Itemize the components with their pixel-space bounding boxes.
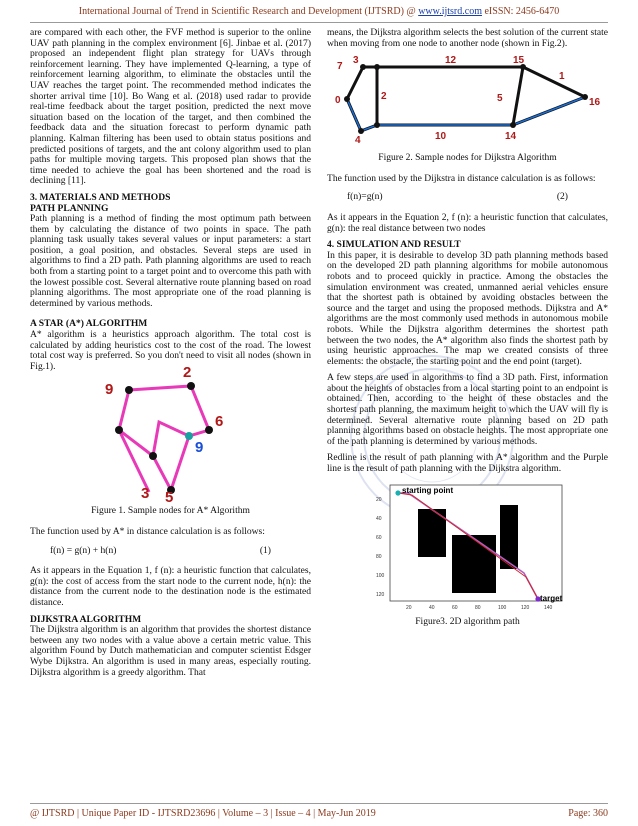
dijkstra-node [374, 122, 380, 128]
equation-1-number: (1) [259, 544, 271, 556]
footer-page-number: Page: 360 [568, 808, 608, 819]
astar-node [149, 452, 157, 460]
redline-paragraph: Redline is the result of path planning with A* algorithm and the Purple line is the result of path planning with the Dijkstra algorithm. [327, 452, 608, 475]
journal-url-link[interactable]: www.ijtsrd.com [418, 6, 482, 17]
dijkstra-label: 10 [435, 131, 447, 143]
astar-node-label: 6 [214, 413, 223, 431]
x-tick-label: 100 [497, 604, 506, 611]
dijkstra-node [374, 64, 380, 70]
header-rule [30, 22, 608, 23]
dijkstra-label: 15 [513, 55, 525, 67]
x-tick-label: 120 [520, 604, 529, 611]
astar-edge [119, 390, 129, 430]
subsection-heading-dijkstra: DIJKSTRA ALGORITHM [30, 613, 142, 625]
dijkstra-label: 12 [445, 55, 457, 67]
y-tick-label: 120 [375, 591, 384, 598]
astar-node-label: 3 [140, 485, 149, 503]
dijkstra-node [510, 122, 516, 128]
x-tick-label: 20 [405, 604, 412, 611]
astar-node-label: 5 [164, 489, 173, 507]
astar-node-label: 9 [194, 439, 203, 457]
figure-2 [327, 55, 608, 147]
dijkstra-label: 14 [505, 131, 517, 143]
subsection-heading-astar: A STAR (A*) ALGORITHM [30, 318, 148, 330]
equation-1-formula: f(n) = g(n) + h(n) [50, 544, 117, 556]
subsection-heading-path-planning: PATH PLANNING [30, 202, 109, 214]
dijkstra-node [582, 94, 588, 100]
dijkstra-continuation: means, the Dijkstra algorithm selects the best solution of the current state when moving from one node to another node (shown in Fig.2). [327, 27, 608, 49]
dijkstra-paragraph: The Dijkstra algorithm is an algorithm that provides the shortest distance between any two nodes with a value above a certain metric value. This algorithm Found by Dutch mathematician and computer scientist Edsger Wybe Dijkstra. An algorithm is used in many areas, especially routing. Dijkstra algorithm is a greedy algorithm. That [30, 624, 311, 678]
figure-3-caption: Figure3. 2D algorithm path [415, 615, 520, 627]
dijkstra-label: 2 [381, 91, 387, 103]
dijkstra-node [344, 96, 350, 102]
2d-path-plot [368, 481, 568, 617]
dijkstra-function-intro: The function used by the Dijkstra in distance calculation is as follows: [327, 172, 596, 184]
dijkstra-node [360, 64, 366, 70]
figure-2-caption: Figure 2. Sample nodes for Dijkstra Algorithm [378, 152, 557, 164]
astar-node [205, 426, 213, 434]
equation-2 [327, 192, 608, 203]
astar-function-intro: The function used by A* in distance calculation is as follows: [30, 526, 265, 537]
footer-rule [30, 803, 608, 804]
intro-paragraph: are compared with each other, the FVF method is superior to the online UAV path planning in the complex environment [6]. Jinbae et al. (2017) proposed an independent flight plan strategy for UAVs through reinforcement learning. They have implemented Q-learning, a type of reinforcement learning algorithm, to eliminate the obstacles until the UAV reaches the target point. The recommended method indicates the shorter arrival time [10]. Bo Wang et al. (2018) used radar to provide real-time feedback about the target position, predicted the next move situation based on the location of the target, and then combined the feedback data and the situation forecast to perform dynamic path planning. Kalman filtering has been used to obtain status positions and predicted positions of targets, and the ant colony algorithm used to plan paths for multiple moving targets. This proposed plan shows that the time needed to achieve the goal has been shortened and the road is declining [11]. [30, 27, 311, 187]
dijkstra-edge [523, 67, 585, 97]
section-heading-simulation: 4. SIMULATION AND RESULT [327, 239, 461, 251]
figure-1 [30, 364, 311, 507]
dijkstra-edge [347, 67, 363, 99]
obstacle-3 [500, 505, 518, 569]
y-tick-label: 100 [375, 572, 384, 579]
astar-nodes-diagram [91, 364, 251, 507]
dijkstra-label: 0 [335, 95, 341, 107]
astar-node [125, 386, 133, 394]
journal-name: International Journal of Trend in Scientific Research and Development (IJTSRD) @ [78, 6, 419, 17]
simulation-paragraph: In this paper, it is desirable to develop 3D path planning methods based on the developed 2D path planning algorithms for mobile autonomous robots and to proceed quickly in practice. Among the obstacles the simulation environment was created, unmanned aerial vehicles ensure that the shortest path is obtained by avoiding obstacles between the source and the target and using the proposed methods. Dijkstra and A* algorithms are the most commonly used methods in autonomous mobile robots. While the Dijkstra algorithm determines the shortest path between the two nodes, the A* algorithm also finds the shortest path by using heuristic approaches. The map we created consists of three elements: the obstacle, the starting point and the end point (target). [327, 249, 608, 367]
dijkstra-label: 7 [337, 61, 343, 73]
astar-goal-node [185, 432, 193, 440]
3d-path-paragraph: A few steps are used in algorithms to find a 3D path. First, information about the heights of obstacles from a local starting point to an endpoint is obtained. Then, according to the height of these obstacles and the shortest path planning, the maximum height to which the UAV will fly is determined. Several alternative route planning based on 2D path planning algorithms based on obstacle heights. The most appropriate one of the path planning is determined by various methods. [327, 372, 608, 447]
section-heading-methods: 3. MATERIALS AND METHODS [30, 191, 171, 203]
left-column [30, 28, 311, 684]
equation-2-formula: f(n)=g(n) [347, 191, 383, 203]
journal-header [0, 6, 638, 17]
start-point-label: starting point [401, 485, 453, 495]
figure-1-caption: Figure 1. Sample nodes for A* Algorithm [91, 505, 250, 517]
astar-paragraph: A* algorithm is a heuristics approach algorithm. The total cost is calculated by adding heuristics cost to the cost of the road. The lowest total cost way is preferred. So you don't need to visit all nodes (shown in Fig.1). [30, 329, 311, 372]
equation-2-explanation: As it appears in the Equation 2, f (n): a heuristic function that calculates, g(n): the real distance between two nodes [327, 211, 608, 234]
astar-node [187, 382, 195, 390]
dijkstra-label: 4 [355, 135, 361, 147]
target-point-label: target [539, 593, 562, 603]
y-tick-label: 60 [375, 534, 382, 541]
astar-edge [119, 430, 149, 492]
x-tick-label: 40 [428, 604, 435, 611]
y-tick-label: 40 [375, 515, 382, 522]
x-tick-label: 140 [543, 604, 552, 611]
x-tick-label: 60 [451, 604, 458, 611]
y-tick-label: 80 [375, 553, 382, 560]
footer-paper-info: @ IJTSRD | Unique Paper ID - IJTSRD23696 | Volume – 3 | Issue – 4 | May-Jun 2019 [30, 808, 376, 819]
journal-issn: eISSN: 2456-6470 [481, 6, 560, 17]
dijkstra-label: 3 [353, 55, 359, 67]
right-column [327, 28, 608, 637]
y-tick-label: 20 [375, 496, 382, 503]
dijkstra-nodes-diagram [327, 55, 608, 147]
astar-edge [171, 436, 189, 490]
astar-node-label: 2 [182, 364, 191, 382]
astar-node-label: 9 [104, 381, 113, 399]
obstacle-2 [452, 535, 496, 593]
equation-2-number: (2) [556, 191, 568, 203]
equation-1-explanation: As it appears in the Equation 1, f (n): a heuristic function that calculates, g(n): the cost of access from the start node to the current node, h(n): the distance from the current node to the destination node is the estimated distance. [30, 565, 311, 608]
start-point-marker [395, 490, 400, 495]
dijkstra-edge [513, 67, 523, 125]
dijkstra-label: 5 [497, 93, 503, 105]
path-planning-paragraph: Path planning is a method of finding the most optimum path between them by calculating the distance of two points in space. The path planning task usually takes several values or input parameters: a start position, a goal position, and obstacles. Several steps are used in algorithms to find a 2D path. Path planning algorithms are used to reach both from a starting point to a target point and to overcome this path with the lowest possible cost. Several alternative route planning based on road planning algorithms. The most appropriate one of the road planning is determined by various methods. [30, 213, 311, 309]
dijkstra-node [358, 128, 364, 134]
dijkstra-label: 1 [559, 71, 565, 83]
page-footer [30, 808, 608, 819]
astar-node [115, 426, 123, 434]
figure-3 [327, 481, 608, 617]
x-tick-label: 80 [474, 604, 481, 611]
dijkstra-label: 16 [589, 97, 601, 109]
equation-1 [30, 546, 311, 557]
